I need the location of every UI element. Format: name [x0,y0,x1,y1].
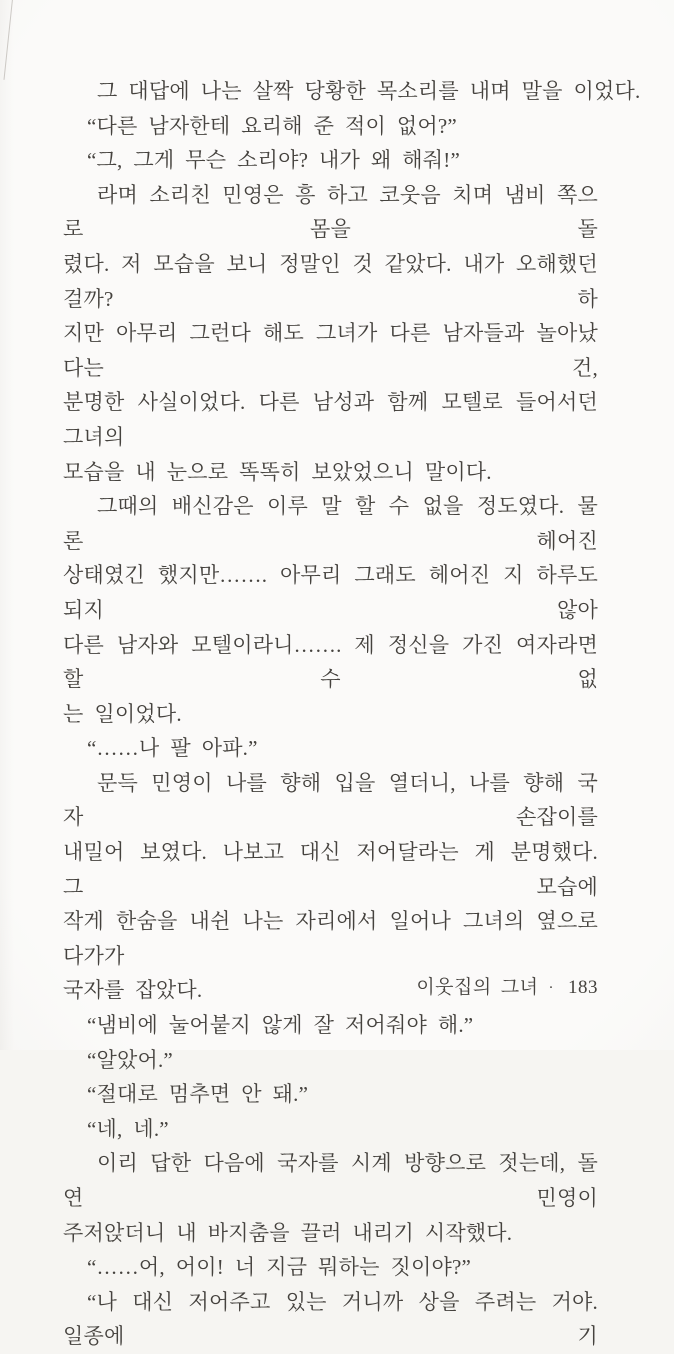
text-line: “……어, 어이! 너 지금 뭐하는 짓이야?” [87,1255,471,1280]
text-line: 그 대답에 나는 살짝 당황한 목소리를 내며 말을 이었다. [97,79,641,103]
text-line: “다른 남자한테 요리해 준 적이 없어?” [87,113,457,138]
text-line: “절대로 멈추면 안 돼.” [87,1082,309,1107]
footer-separator-dot: · [548,980,554,996]
text-line: 문득 민영이 나를 향해 입을 열더니, 나를 향해 국자 손잡이를 [63,770,598,830]
text-line: “나 대신 저어주고 있는 거니까 상을 주려는 거야. 일종에 기 [63,1289,598,1349]
text-line: 지만 아무리 그런다 해도 그녀가 다른 남자들과 놀아났다는 건, [63,321,598,380]
running-title: 이웃집의 그녀 [416,977,539,998]
text-line: 모습을 내 눈으로 똑똑히 보았었으니 말이다. [63,459,492,484]
text-line: 내밀어 보였다. 나보고 대신 저어달라는 게 분명했다. 그 모습에 [63,840,598,899]
text-line: 이리 답한 다음에 국자를 시계 방향으로 젓는데, 돌연 민영이 [63,1151,598,1210]
text-line: 국자를 잡았다. [63,978,203,1003]
scan-edge-artifact [4,0,14,80]
page-footer [63,972,598,999]
text-line: “……나 팔 아파.” [87,736,258,761]
text-line: 그때의 배신감은 이루 말 할 수 없을 정도였다. 물론 헤어진 [63,494,598,553]
text-line: “냄비에 눌어붙지 않게 잘 저어줘야 해.” [87,1013,474,1038]
text-line: 상태였긴 했지만……. 아무리 그래도 헤어진 지 하루도 되지 않아 [63,563,598,622]
page-text [63,74,641,1354]
text-line: 라며 소리친 민영은 흥 하고 코웃음 치며 냄비 쪽으로 몸을 돌 [63,182,598,242]
text-line: “그, 그게 무슨 소리야? 내가 왜 해줘!” [87,148,460,173]
text-line: 작게 한숨을 내쉰 나는 자리에서 일어나 그녀의 옆으로 다가가 [63,909,598,968]
text-line: “네, 네.” [87,1116,169,1141]
text-line: 분명한 사실이었다. 다른 남성과 함께 모텔로 들어서던 그녀의 [63,390,598,449]
text-line: 렸다. 저 모습을 보니 정말인 것 같았다. 내가 오해했던 걸까? 하 [63,251,598,311]
page-number: 183 [568,977,598,998]
text-line: 주저앉더니 내 바지춤을 끌러 내리기 시작했다. [63,1220,513,1245]
text-line: 는 일이었다. [63,701,182,726]
text-line: “알았어.” [87,1047,173,1072]
text-line: 다른 남자와 모텔이라니……. 제 정신을 가진 여자라면 할 수 없 [63,632,598,692]
